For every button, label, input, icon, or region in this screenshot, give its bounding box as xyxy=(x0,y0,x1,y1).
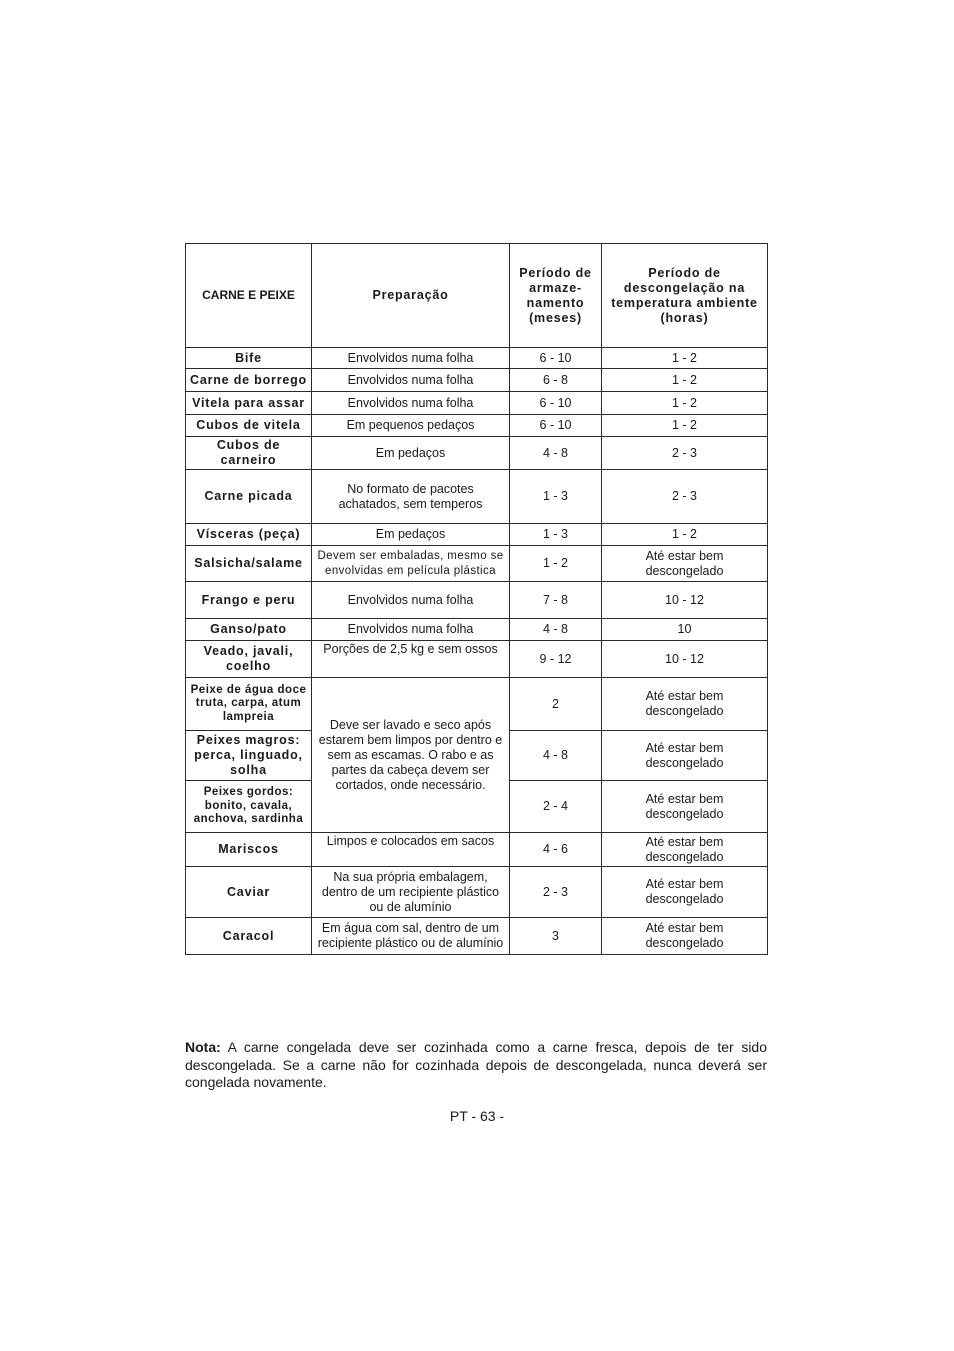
thaw-cell: Até estar bem descongelado xyxy=(602,867,768,918)
page-number: PT - 63 - xyxy=(449,1108,505,1124)
thaw-cell: 2 - 3 xyxy=(602,470,768,524)
note-label: Nota: xyxy=(185,1039,221,1055)
food-cell: Caracol xyxy=(186,918,312,955)
thaw-cell: 2 - 3 xyxy=(602,437,768,470)
storage-cell: 6 - 10 xyxy=(510,348,602,369)
table-row xyxy=(186,369,768,392)
food-cell: Peixes gordos: bonito, cavala, anchova, sardinha xyxy=(186,781,312,833)
food-cell: Cubos de vitela xyxy=(186,415,312,437)
storage-cell: 9 - 12 xyxy=(510,641,602,678)
fish-preparation-cell: Deve ser lavado e seco após estarem bem limpos por dentro e sem as escamas. O rabo e as partes da cabeça devem ser cortados, onde necessário. xyxy=(312,678,510,833)
thaw-cell: 1 - 2 xyxy=(602,392,768,415)
preparation-cell: Limpos e colocados em sacos xyxy=(312,833,510,867)
storage-cell: 6 - 8 xyxy=(510,369,602,392)
preparation-cell: Em pedaços xyxy=(312,437,510,470)
table-row xyxy=(186,348,768,369)
food-cell: Veado, javali, coelho xyxy=(186,641,312,678)
preparation-cell: Envolvidos numa folha xyxy=(312,369,510,392)
note-text: A carne congelada deve ser cozinhada como a carne fresca, depois de ter sido descongelada. Se a carne não for cozinhada depois de descongelada, nunca deverá ser congelada novamente. xyxy=(185,1039,767,1090)
food-cell: Carne de borrego xyxy=(186,369,312,392)
thaw-cell: Até estar bem descongelado xyxy=(602,678,768,731)
food-cell: Caviar xyxy=(186,867,312,918)
preparation-cell: Em água com sal, dentro de um recipiente plástico ou de alumínio xyxy=(312,918,510,955)
header-thaw-period: Período de descongelação na temperatura ambiente (horas) xyxy=(602,244,768,348)
preparation-cell: Envolvidos numa folha xyxy=(312,348,510,369)
preparation-cell: Porções de 2,5 kg e sem ossos xyxy=(312,641,510,678)
preparation-cell: Na sua própria embalagem, dentro de um recipiente plástico ou de alumínio xyxy=(312,867,510,918)
preparation-cell: Em pedaços xyxy=(312,524,510,546)
storage-cell: 2 xyxy=(510,678,602,731)
table-row xyxy=(186,437,768,470)
thaw-cell: Até estar bem descongelado xyxy=(602,781,768,833)
thaw-cell: 10 xyxy=(602,619,768,641)
table-row xyxy=(186,918,768,955)
storage-cell: 2 - 4 xyxy=(510,781,602,833)
food-cell: Mariscos xyxy=(186,833,312,867)
header-food: CARNE E PEIXE xyxy=(186,244,312,348)
preparation-cell: Envolvidos numa folha xyxy=(312,392,510,415)
storage-cell: 1 - 2 xyxy=(510,546,602,582)
table-row xyxy=(186,524,768,546)
food-cell: Ganso/pato xyxy=(186,619,312,641)
preparation-cell: Em pequenos pedaços xyxy=(312,415,510,437)
food-cell: Vísceras (peça) xyxy=(186,524,312,546)
table-row xyxy=(186,833,768,867)
table-header-row xyxy=(186,244,768,348)
food-cell: Peixes magros: perca, linguado, solha xyxy=(186,731,312,781)
thaw-cell: 1 - 2 xyxy=(602,524,768,546)
thaw-cell: 1 - 2 xyxy=(602,369,768,392)
table-row xyxy=(186,546,768,582)
food-cell: Vitela para assar xyxy=(186,392,312,415)
table-row xyxy=(186,415,768,437)
table-row xyxy=(186,619,768,641)
food-cell: Salsicha/salame xyxy=(186,546,312,582)
food-cell: Peixe de água doce truta, carpa, atum lampreia xyxy=(186,678,312,731)
storage-cell: 4 - 8 xyxy=(510,437,602,470)
storage-cell: 6 - 10 xyxy=(510,392,602,415)
storage-cell: 3 xyxy=(510,918,602,955)
storage-cell: 1 - 3 xyxy=(510,470,602,524)
thaw-cell: 10 - 12 xyxy=(602,641,768,678)
food-cell: Carne picada xyxy=(186,470,312,524)
table-row xyxy=(186,867,768,918)
thaw-cell: Até estar bem descongelado xyxy=(602,731,768,781)
storage-cell: 4 - 8 xyxy=(510,619,602,641)
preparation-cell: No formato de pacotes achatados, sem temperos xyxy=(312,470,510,524)
freezing-table xyxy=(185,243,768,955)
food-cell: Frango e peru xyxy=(186,582,312,619)
storage-cell: 1 - 3 xyxy=(510,524,602,546)
thaw-cell: 10 - 12 xyxy=(602,582,768,619)
storage-cell: 7 - 8 xyxy=(510,582,602,619)
table-row xyxy=(186,678,768,731)
table-row xyxy=(186,392,768,415)
thaw-cell: 1 - 2 xyxy=(602,415,768,437)
table-row xyxy=(186,582,768,619)
storage-cell: 4 - 8 xyxy=(510,731,602,781)
storage-cell: 2 - 3 xyxy=(510,867,602,918)
thaw-cell: Até estar bem descongelado xyxy=(602,546,768,582)
preparation-cell: Envolvidos numa folha xyxy=(312,619,510,641)
food-cell: Cubos de carneiro xyxy=(186,437,312,470)
food-cell: Bife xyxy=(186,348,312,369)
table-row xyxy=(186,470,768,524)
storage-cell: 4 - 6 xyxy=(510,833,602,867)
header-preparation: Preparação xyxy=(312,244,510,348)
header-storage-period: Período de armaze-namento (meses) xyxy=(510,244,602,348)
note-paragraph xyxy=(185,1039,767,1092)
thaw-cell: 1 - 2 xyxy=(602,348,768,369)
table-row xyxy=(186,641,768,678)
storage-cell: 6 - 10 xyxy=(510,415,602,437)
preparation-cell: Devem ser embaladas, mesmo se envolvidas em película plástica xyxy=(312,546,510,582)
thaw-cell: Até estar bem descongelado xyxy=(602,918,768,955)
thaw-cell: Até estar bem descongelado xyxy=(602,833,768,867)
preparation-cell: Envolvidos numa folha xyxy=(312,582,510,619)
